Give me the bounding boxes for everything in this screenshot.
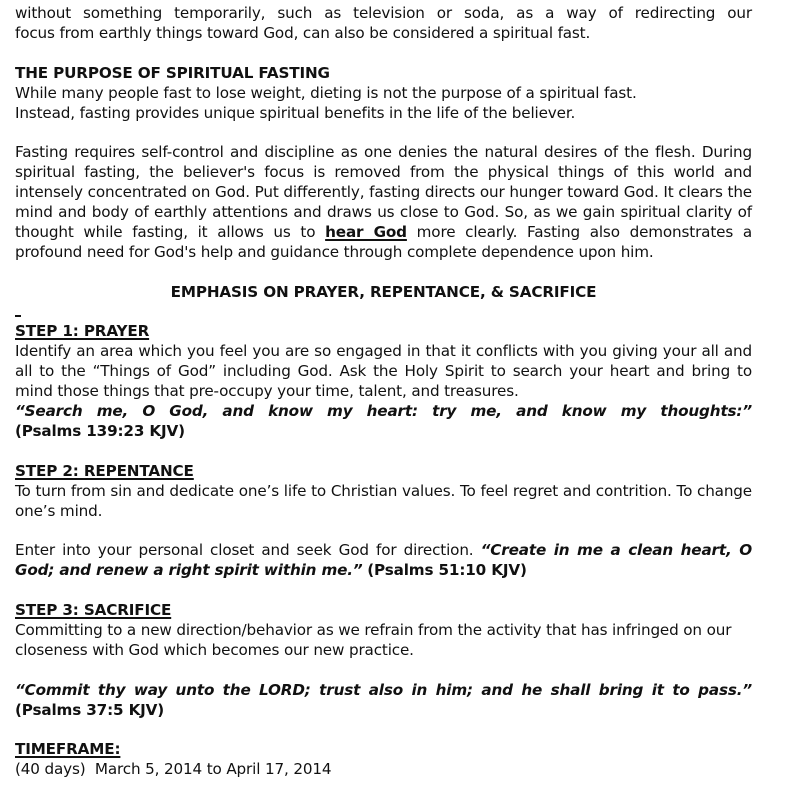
timeframe-heading: TIMEFRAME: <box>15 740 121 759</box>
hear-god-link[interactable]: hear God <box>325 222 407 241</box>
purpose-para2 <box>15 143 752 262</box>
timeframe-line <box>15 760 752 780</box>
emphasis-heading: EMPHASIS ON PRAYER, REPENTANCE, & SACRIFICE <box>170 282 597 301</box>
intro-line-1: without something temporarily, such as television or soda, as a way of redirecting our <box>15 4 752 22</box>
step-2-reference: (Psalms 51:10 KJV) <box>367 561 527 580</box>
step-2-text: To turn from sin and dedicate one’s life to Christian values. To feel regret and contrition. To change one’s mind. <box>15 481 752 520</box>
step-2-heading: STEP 2: REPENTANCE <box>15 461 194 480</box>
document-page <box>15 4 752 780</box>
dash-mark <box>15 303 752 323</box>
step-2-quote: “Create in me a clean heart, O God; and renew a right spirit within me.” <box>15 541 752 580</box>
purpose-heading: THE PURPOSE OF SPIRITUAL FASTING <box>15 63 330 82</box>
step-1-heading: STEP 1: PRAYER <box>15 322 150 341</box>
purpose-para1-line1: While many people fast to lose weight, dieting is not the purpose of a spiritual fast. <box>15 83 637 102</box>
step-1-reference: (Psalms 139:23 KJV) <box>15 421 185 440</box>
step-2-text2 <box>15 541 752 581</box>
step-3-quote: “Commit thy way unto the LORD; trust also in him; and he shall bring it to pass.” <box>15 680 752 699</box>
purpose-para2-after: more clearly. Fasting also demonstrates a profound need for God's help and guidance through complete dependence upon him. <box>15 222 753 261</box>
purpose-para2-before: Fasting requires self-control and discipline as one denies the natural desires of the flesh. During spiritual fasting, the believer's focus is removed from the physical things of this world and intensely concentrated on God. Put differently, fasting directs our hunger toward God. It clears the mind and body of earthly attentions and draws us close to God. So, as we gain spiritual clarity of thought while fasting, it allows us to <box>15 143 752 241</box>
intro-line-2: focus from earthly things toward God, can also be considered a spiritual fast. <box>15 23 591 42</box>
step-2-text2-body: Enter into your personal closet and seek God for direction. <box>15 541 474 560</box>
step-3-text: Committing to a new direction/behavior as we refrain from the activity that has infringed on our closeness with God which becomes our new practice. <box>15 620 732 659</box>
step-1-quote: “Search me, O God, and know my heart: try me, and know my thoughts:” <box>15 402 752 421</box>
step-3-reference: (Psalms 37:5 KJV) <box>15 700 165 719</box>
step-3-heading: STEP 3: SACRIFICE <box>15 601 172 620</box>
step-3-quote-block <box>15 681 752 721</box>
step-1-text: Identify an area which you feel you are so engaged in that it conflicts with you giving your all and all to the “Things of God” including God. Ask the Holy Spirit to search your heart and bring to mind those things that pre-occupy your time, talent, and treasures. <box>15 342 752 401</box>
purpose-para1-line2: Instead, fasting provides unique spiritual benefits in the life of the believer. <box>15 103 576 122</box>
timeframe-duration: (40 days) <box>15 760 86 779</box>
timeframe-dates: March 5, 2014 to April 17, 2014 <box>94 760 332 779</box>
